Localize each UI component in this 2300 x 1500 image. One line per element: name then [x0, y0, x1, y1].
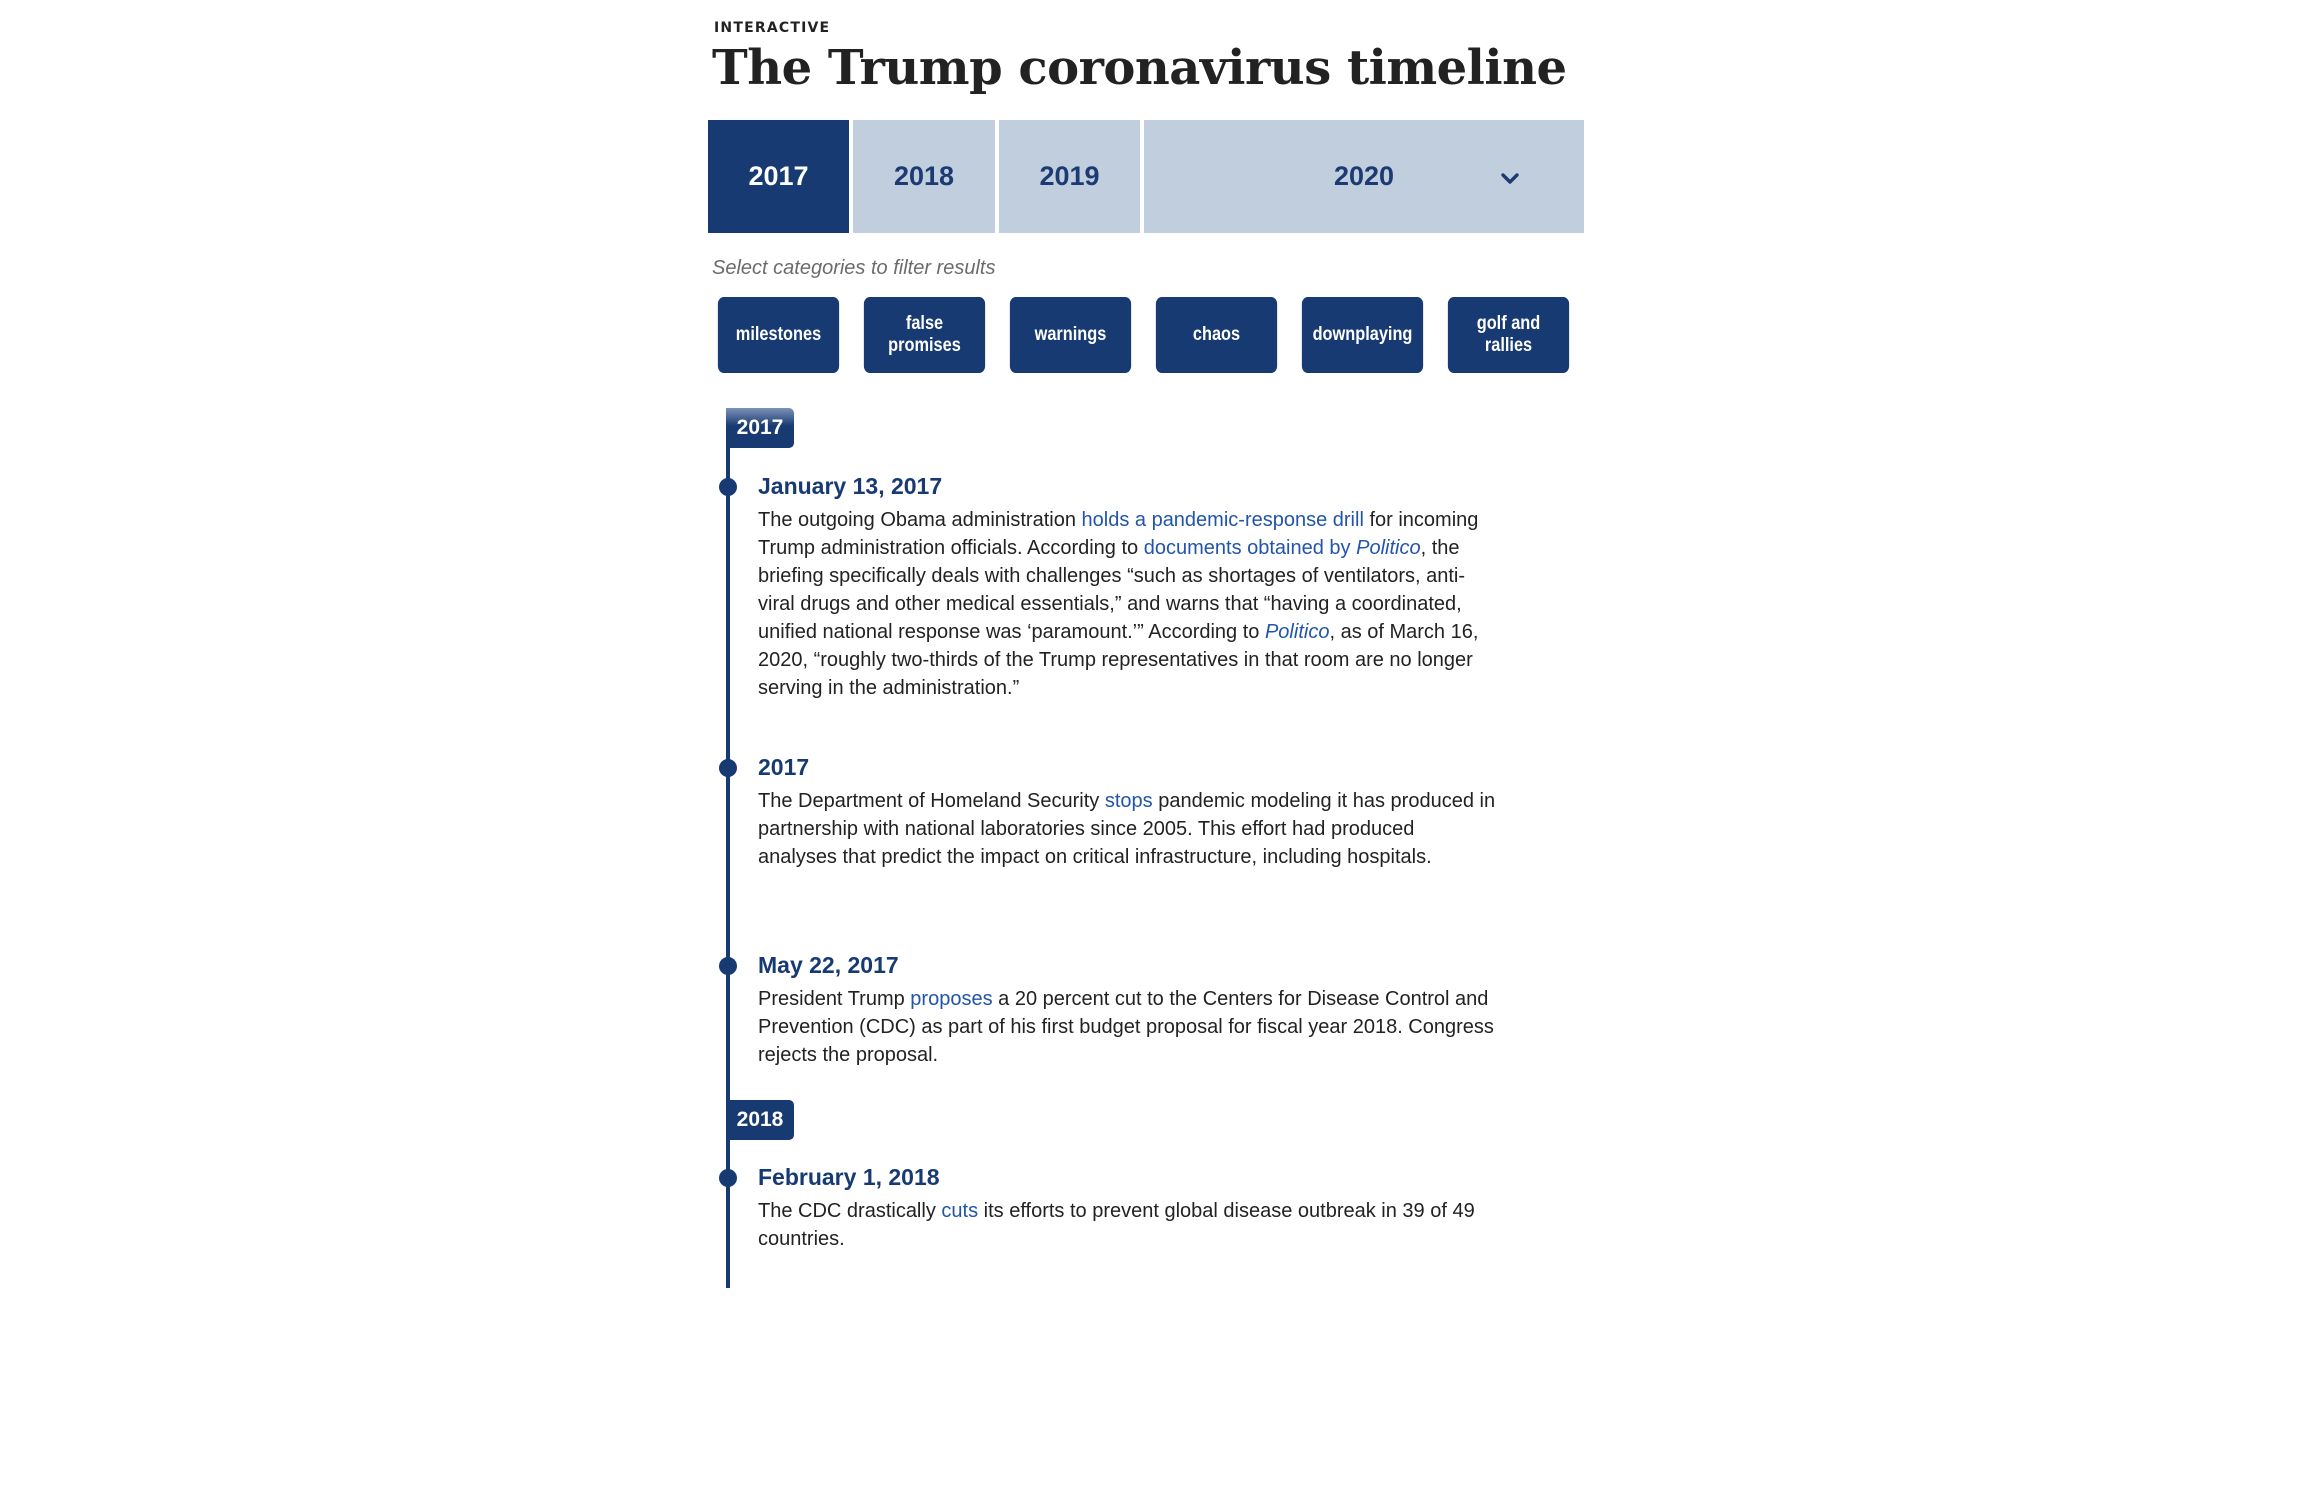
tab-2018[interactable] — [853, 120, 995, 233]
tab-2019[interactable] — [999, 120, 1140, 233]
timeline-entry — [758, 1164, 1498, 1253]
year-tab-bar — [708, 120, 1584, 233]
timeline-line — [726, 422, 730, 1288]
tab-2017[interactable] — [708, 120, 849, 233]
timeline-entry — [758, 952, 1498, 1069]
entry-text: , as of March 16, 2020, “roughly two-thirds of the Trump representatives in that room are no longer serving in the administration.” — [758, 621, 1479, 699]
year-badge-2018: 2018 — [726, 1100, 794, 1140]
filter-false-promises-button[interactable]: false promises — [864, 297, 985, 373]
entry-link[interactable]: Politico — [1264, 621, 1330, 643]
kicker-label: INTERACTIVE — [714, 20, 831, 36]
timeline-dot — [719, 957, 737, 975]
entry-body — [758, 985, 1498, 1069]
chevron-down-icon[interactable] — [1500, 168, 1520, 188]
entry-body — [758, 787, 1498, 871]
filter-warnings-button[interactable]: warnings — [1010, 297, 1131, 373]
tab-label: 2019 — [1039, 161, 1100, 191]
tab-label: 2017 — [748, 161, 809, 191]
entry-body — [758, 506, 1498, 702]
entry-text: The outgoing Obama administration — [758, 509, 1082, 531]
entry-date: January 13, 2017 — [758, 473, 943, 499]
tab-label: 2020 — [1333, 161, 1395, 191]
entry-text: pandemic modeling it has produced in partnership with national laboratories since 2005. This effort had produced analyses that predict the impact on critical infrastructure, including hospitals. — [758, 790, 1496, 868]
page-title: The Trump coronavirus timeline — [712, 40, 1567, 96]
timeline-entry — [758, 754, 1498, 871]
year-badge-2017: 2017 — [726, 408, 794, 448]
entry-date: May 22, 2017 — [758, 952, 899, 978]
tab-label: 2018 — [893, 161, 955, 191]
entry-text: a 20 percent cut to the Centers for Disease Control and Prevention (CDC) as part of his first budget proposal for fiscal year 2018. Congress rejects the proposal. — [758, 988, 1494, 1066]
entry-date: 2017 — [758, 754, 810, 780]
entry-link[interactable]: stops — [1104, 790, 1153, 812]
entry-link[interactable]: Politico — [1356, 537, 1421, 559]
tab-2020[interactable] — [1144, 120, 1584, 233]
filter-golf-and-rallies-button[interactable]: golf and rallies — [1448, 297, 1569, 373]
timeline-dot — [719, 478, 737, 496]
entry-text: The Department of Homeland Security — [758, 790, 1105, 812]
entry-text: , the briefing specifically deals with challenges “such as shortages of ventilators, anti-viral drugs and other medical essentials,” and warns that “having a coordinated, unified national response was ‘paramount.’” According to — [758, 537, 1466, 643]
filter-milestones-button[interactable]: milestones — [718, 297, 839, 373]
entry-text: President Trump — [758, 988, 911, 1010]
timeline-dot — [719, 1169, 737, 1187]
timeline-page — [708, 0, 1584, 1500]
entry-link[interactable]: holds a pandemic-response drill — [1081, 509, 1364, 531]
timeline-dot — [719, 759, 737, 777]
entry-text: The CDC drastically — [758, 1200, 942, 1222]
filter-downplaying-button[interactable]: downplaying — [1302, 297, 1423, 373]
entry-link[interactable]: proposes — [910, 988, 993, 1010]
filter-chaos-button[interactable]: chaos — [1156, 297, 1277, 373]
filter-hint: Select categories to filter results — [712, 257, 996, 279]
entry-date: February 1, 2018 — [758, 1164, 940, 1190]
entry-text: its efforts to prevent global disease outbreak in 39 of 49 countries. — [758, 1200, 1475, 1250]
entry-text: for incoming Trump administration officials. According to — [758, 509, 1479, 559]
entry-link[interactable]: documents obtained by — [1143, 537, 1357, 559]
timeline-entry — [758, 473, 1498, 702]
entry-link[interactable]: cuts — [941, 1200, 979, 1222]
entry-body — [758, 1197, 1498, 1253]
